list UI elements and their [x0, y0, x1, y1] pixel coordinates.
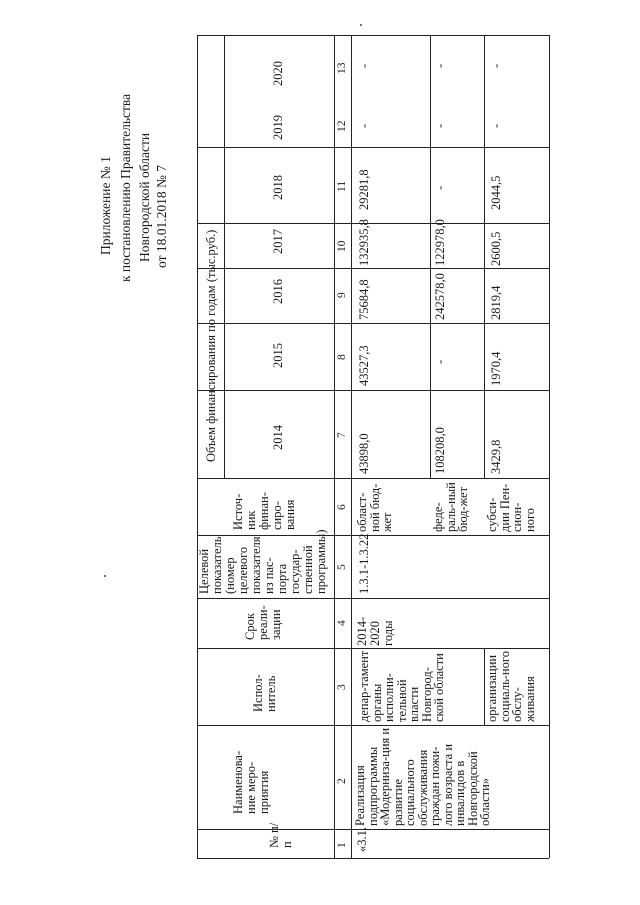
appendix-line-date: от 18.01.2018 № 7 — [154, 165, 169, 268]
source-regional-budget: област-ной бюд-жет — [355, 483, 394, 532]
col-number: 9 — [336, 292, 348, 298]
header-source: Источ-ник финан-сиро-вания — [231, 492, 297, 530]
scan-dot — [104, 575, 106, 577]
header-num: № п/п — [267, 822, 294, 848]
grid-line — [224, 35, 225, 478]
row-executor-organizations: организации социаль-ного обслу-живания — [485, 651, 537, 722]
year-2019: 2019 — [271, 115, 285, 140]
grid-line — [197, 323, 549, 324]
grid-line — [197, 223, 549, 224]
source-federal-budget: феде-раль-ный бюд-жет — [431, 482, 470, 532]
value-pension-2018: 2044,5 — [489, 175, 503, 210]
source-pension-subsidies: субси-дии Пен-сион-ного — [485, 483, 537, 532]
value-regional-2015: 43527,3 — [357, 345, 371, 386]
header-executor: Испол-нитель — [251, 674, 278, 712]
col-number: 1 — [336, 842, 348, 848]
year-2020: 2020 — [271, 61, 285, 86]
year-2018: 2018 — [271, 175, 285, 200]
year-2014: 2014 — [271, 425, 285, 450]
value-regional-2014: 43898,0 — [357, 433, 371, 474]
col-number: 7 — [336, 432, 348, 438]
grid-line — [197, 829, 549, 830]
row-number: «3.1. — [355, 827, 369, 852]
grid-line — [197, 858, 549, 859]
value-regional-2016: 75684,8 — [357, 279, 371, 320]
row-executor-department: депар-тамент органы исполни-тельной власти Новгород-ской области — [357, 650, 446, 722]
value-federal-2015: - — [433, 359, 447, 364]
grid-line — [197, 147, 549, 148]
header-volume: Объем финансирования по годам (тыс.руб.) — [204, 229, 218, 462]
value-pension-2017: 2600,5 — [489, 231, 503, 266]
grid-line — [197, 390, 549, 391]
value-federal-2014: 108208,0 — [433, 427, 447, 474]
grid-line — [197, 598, 549, 599]
value-federal-2019: - — [433, 123, 447, 128]
row-target: 1.3.1-1.3.22 — [357, 533, 371, 594]
grid-line — [549, 35, 550, 858]
header-name: Наименова-ние меро-приятия — [231, 750, 271, 814]
col-number: 11 — [336, 180, 348, 192]
value-regional-2018: 29281,8 — [357, 169, 371, 210]
year-2016: 2016 — [271, 279, 285, 304]
grid-line — [197, 268, 549, 269]
grid-line — [197, 35, 198, 858]
grid-line — [484, 35, 485, 478]
header-target: Целевой показатель (номер целевого показателя из пас-порта государ-ственной программы) — [197, 529, 328, 594]
grid-line — [197, 35, 549, 36]
header-term: Срок реали-зации — [243, 605, 283, 640]
value-pension-2019: - — [489, 123, 503, 128]
value-pension-2016: 2819,4 — [489, 285, 503, 320]
grid-line — [197, 648, 549, 649]
col-number: 10 — [336, 240, 348, 252]
col-number: 12 — [336, 120, 348, 132]
col-number: 8 — [336, 354, 348, 360]
col-number: 13 — [336, 62, 348, 74]
col-number: 2 — [336, 778, 348, 784]
value-federal-2017: 122978,0 — [433, 219, 447, 266]
appendix-line-resolution: к постановлению Правительства — [118, 93, 133, 282]
col-number: 6 — [336, 504, 348, 510]
appendix-title: Приложение № 1 — [98, 156, 113, 255]
value-pension-2020: - — [489, 63, 503, 68]
value-pension-2015: 1970,4 — [489, 351, 503, 386]
row-term: 2014-2020 годы — [355, 616, 395, 646]
value-regional-2020: - — [357, 63, 371, 68]
value-regional-2019: - — [357, 123, 371, 128]
row-name: Реализация подпрограммы «Модерниза-ция и развитие социального обслуживания граждан пожи-лого возраста и инвалидов в Новгородской области» — [353, 727, 492, 826]
appendix-line-region: Новгородской области — [137, 132, 152, 262]
col-number: 4 — [336, 620, 348, 626]
year-2017: 2017 — [271, 229, 285, 254]
col-number: 5 — [336, 564, 348, 570]
value-federal-2016: 242578,0 — [433, 273, 447, 320]
value-federal-2020: - — [433, 63, 447, 68]
value-regional-2017: 132935,8 — [357, 219, 371, 266]
value-federal-2018: - — [433, 185, 447, 190]
scan-dot — [360, 24, 362, 26]
grid-line — [334, 35, 335, 858]
col-number: 3 — [336, 684, 348, 690]
value-pension-2014: 3429,8 — [489, 439, 503, 474]
grid-line — [430, 35, 431, 478]
year-2015: 2015 — [271, 343, 285, 368]
grid-line — [351, 35, 352, 858]
